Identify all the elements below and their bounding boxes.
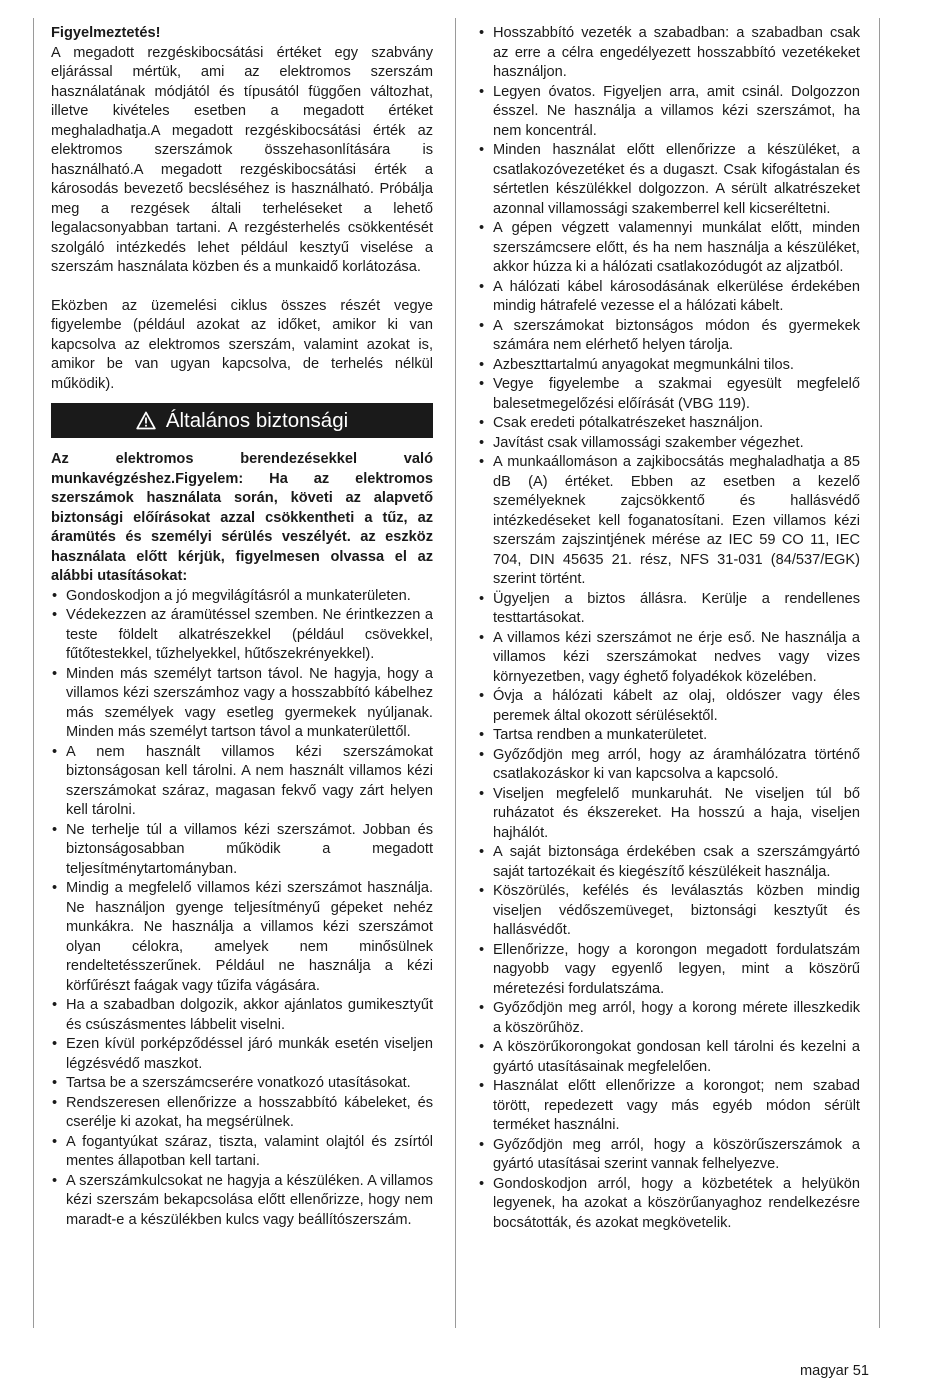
list-item: • Győződjön meg arról, hogy a köszörűszerszámok a gyártó utasításai szerint vannak felhelyezve.	[478, 1136, 860, 1175]
safety-intro: Az elektromos berendezésekkel való munkavégzéshez.Figyelem: Ha az elektromos szerszámok használata során, követi az alapvető biztonsági előírásokat azzal csökkentheti a tűz, az áramütés és személyi sérülés veszélyét. az eszköz használata előtt kérjük, figyelmesen olvassa el az alábbi utasításokat:	[51, 451, 433, 584]
list-item: • Azbeszttartalmú anyagokat megmunkálni tilos.	[478, 356, 860, 376]
section-banner-title: Általános biztonsági	[165, 408, 349, 432]
list-item: • Használat előtt ellenőrizze a korongot; nem szabad törött, repedezett vagy más egyéb módon sérült terméket használni.	[478, 1077, 860, 1136]
warning-triangle-icon	[136, 411, 156, 430]
list-item: • Minden használat előtt ellenőrizze a készüléket, a csatlakozóvezetéket és a dugaszt. Csak kifogástalan és sértetlen készülékkel dolgozzon. A sérült alkatrészeket azonnal villamossági szakemberrel kell kicseréltetni.	[478, 141, 860, 219]
list-item: • A hálózati kábel károsodásának elkerülése érdekében mindig hátrafelé vezesse el a hálózati kábelt.	[478, 278, 860, 317]
list-item: • A köszörűkorongokat gondosan kell tárolni és kezelni a gyártó utasításainak megfelelően.	[478, 1038, 860, 1077]
left-margin-rule	[33, 18, 34, 1328]
list-item: • Ha a szabadban dolgozik, akkor ajánlatos gumikesztyűt és csúszásmentes lábbelit viselni.	[51, 996, 433, 1035]
list-item: • A gépen végzett valamennyi munkálat előtt, minden szerszámcsere előtt, és ha nem használja a készüléket, akkor húzza ki a hálózati csatlakozódugót az aljzatból.	[478, 219, 860, 278]
spacer	[51, 278, 433, 297]
list-item: • Ne terhelje túl a villamos kézi szerszámot. Jobban és biztonságosabban működik a megadott teljesítménytartományban.	[51, 821, 433, 880]
list-item: • A szerszámokat biztonságos módon és gyermekek számára nem elérhető helyen tárolja.	[478, 317, 860, 356]
list-item: • Viseljen megfelelő munkaruhát. Ne viseljen túl bő ruházatot és ékszereket. Ha hosszú a haja, viseljen hajhálót.	[478, 785, 860, 844]
column-divider-rule	[455, 18, 456, 1328]
right-safety-list	[478, 24, 860, 1233]
list-item: • Csak eredeti pótalkatrészeket használjon.	[478, 414, 860, 434]
page-footer: magyar 51	[800, 1363, 869, 1379]
right-margin-rule	[879, 18, 880, 1328]
list-item: • Legyen óvatos. Figyeljen arra, amit csinál. Dolgozzon ésszel. Ne használja a villamos kézi szerszámot, ha nem koncentrál.	[478, 83, 860, 142]
list-item: • A fogantyúkat száraz, tiszta, valamint olajtól és zsírtól mentes állapotban kell tartani.	[51, 1133, 433, 1172]
list-item: • Mindig a megfelelő villamos kézi szerszámot használja. Ne használjon gyenge teljesítményű gépeket nehéz munkákra. Ne használja a villamos kézi szerszámot olyan célokra, amelyek nem minősülnek rendeltetésszerűnek. Például ne használja a kézi körfűrészt faágak vagy tűzifa vágására.	[51, 879, 433, 996]
list-item: • Minden más személyt tartson távol. Ne hagyja, hogy a villamos kézi szerszámhoz vagy a hosszabbító kábelhez más személyek vagy esetleg gyermekek nyúljanak. Minden más személyt tartson távol a munkaterülettől.	[51, 665, 433, 743]
list-item: • Tartsa be a szerszámcserére vonatkozó utasításokat.	[51, 1074, 433, 1094]
left-column	[51, 24, 433, 1230]
list-item: • A nem használt villamos kézi szerszámokat biztonságosan kell tárolni. A nem használt villamos kézi szerszámokat száraz, magasan fekvő vagy zárt helyen kell tárolni.	[51, 743, 433, 821]
list-item: • A munkaállomáson a zajkibocsátás meghaladhatja a 85 dB (A) értéket. Ebben az esetben a kezelő személyeknek zajcsökkentő és hallásvédő intézkedéseket kell foganatosítani. Ezen villamos kézi szerszám zajszintjének mérése az IEC 59 CO 11, IEC 704, DIN 45635 21. rész, NFS 31-031 (84/537/EGK) szerint történt.	[478, 453, 860, 590]
section-banner	[51, 403, 433, 438]
list-item: • Hosszabbító vezeték a szabadban: a szabadban csak az erre a célra engedélyezett hosszabbító vezetékeket használjon.	[478, 24, 860, 83]
list-item: • Javítást csak villamossági szakember végezhet.	[478, 434, 860, 454]
right-column	[478, 24, 860, 1233]
list-item: • Óvja a hálózati kábelt az olaj, oldószer vagy éles peremek által okozott sérülésektől.	[478, 687, 860, 726]
warning-paragraph: A megadott rezgéskibocsátási értéket egy szabvány eljárással mértük, ami az elektromos szerszám használatának módjától és típusától függően változhat, illetve kivételes esetben a megadott értéket meghaladhatja.A megadott rezgéskibocsátási érték az elektromos szerszámok összehasonlítására is használható.A megadott rezgéskibocsátási érték a károsodás bevezető becsléséhez is használható. Próbálja meg a rezgések általi terheléseket a lehető legalacsonyabban tartani. A rezgésterhelés csökkentését szolgáló intézkedés lehet például kesztyű viselése a szerszám használata közben és a munkaidő korlátozása.	[51, 44, 433, 275]
list-item: • Védekezzen az áramütéssel szemben. Ne érintkezzen a teste földelt alkatrészekkel (például csövekkel, fűtőtestekkel, tűzhelyekkel, hűtőszekrényekkel).	[51, 606, 433, 665]
list-item: • Ezen kívül porképződéssel járó munkák esetén viseljen légzésvédő maszkot.	[51, 1035, 433, 1074]
left-safety-list	[51, 587, 433, 1231]
list-item: • A villamos kézi szerszámot ne érje eső. Ne használja a villamos kézi szerszámokat nedves vagy vizes környezetben, vagy éghető folyadékok közelében.	[478, 629, 860, 688]
list-item: • A szerszámkulcsokat ne hagyja a készüléken. A villamos kézi szerszám bekapcsolása előtt ellenőrizze, hogy nem maradt-e a készülékben kulcs vagy beállítószerszám.	[51, 1172, 433, 1231]
warning-heading: Figyelmeztetés!	[51, 25, 161, 41]
list-item: • Gondoskodjon a jó megvilágításról a munkaterületen.	[51, 587, 433, 607]
list-item: • Tartsa rendben a munkaterületet.	[478, 726, 860, 746]
list-item: • Gondoskodjon arról, hogy a közbetétek a helyükön legyenek, ha azokat a köszörűanyaghoz rendelkezésre bocsátották, és azokat megkövetelik.	[478, 1175, 860, 1234]
list-item: • Győződjön meg arról, hogy a korong mérete illeszkedik a köszörűhöz.	[478, 999, 860, 1038]
list-item: • Ellenőrizze, hogy a korongon megadott fordulatszám nagyobb vagy egyenlő legyen, mint a köszörű méretezési fordulatszáma.	[478, 941, 860, 1000]
list-item: • Vegye figyelembe a szakmai egyesült megfelelő balesetmegelőzési előírását (VBG 119).	[478, 375, 860, 414]
operating-cycle-paragraph: Eközben az üzemelési ciklus összes részét vegye figyelembe (például azokat az időket, amikor ki van kapcsolva az elektromos szerszám, valamint azokat is, amikor be van ugyan kapcsolva, de terhelés nélkül működik).	[51, 297, 433, 392]
list-item: • Ügyeljen a biztos állásra. Kerülje a rendellenes testtartásokat.	[478, 590, 860, 629]
list-item: • A saját biztonsága érdekében csak a szerszámgyártó saját tartozékait és kiegészítő készülékeit használja.	[478, 843, 860, 882]
list-item: • Köszörülés, kefélés és leválasztás közben mindig viseljen védőszemüveget, biztonsági kesztyűt és hallásvédőt.	[478, 882, 860, 941]
list-item: • Rendszeresen ellenőrizze a hosszabbító kábeleket, és cserélje ki azokat, ha megsérülnek.	[51, 1094, 433, 1133]
list-item: • Győződjön meg arról, hogy az áramhálózatra történő csatlakozáskor ki van kapcsolva a kapcsoló.	[478, 746, 860, 785]
